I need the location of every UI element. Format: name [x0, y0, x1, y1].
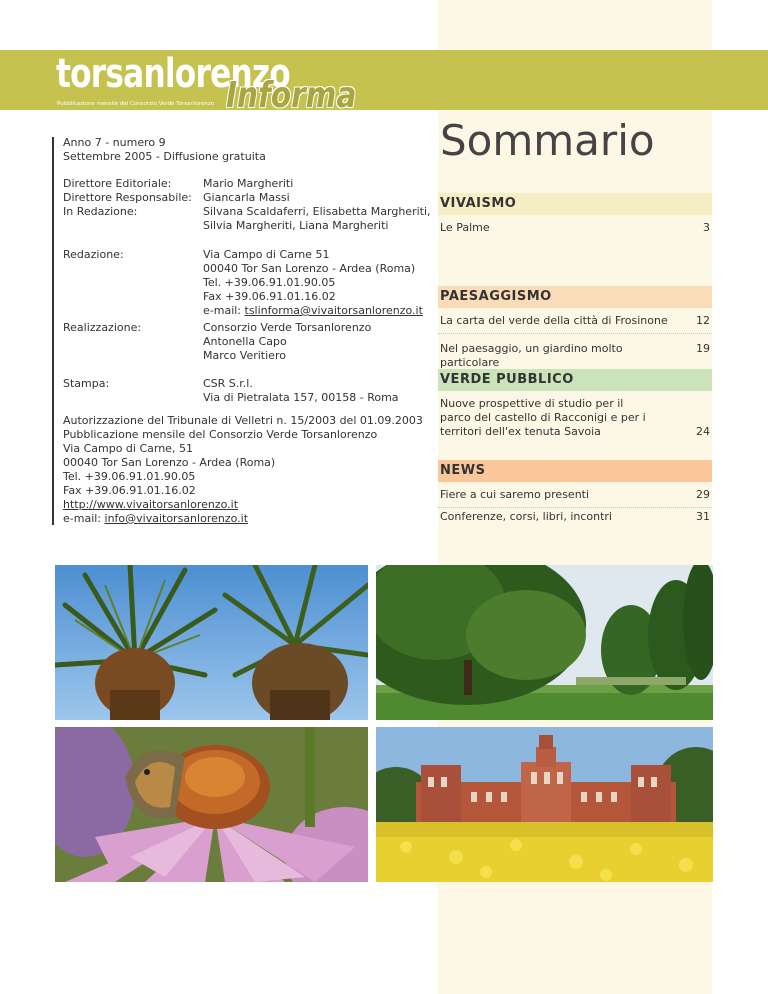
legal-email-link[interactable]: info@vivaitorsanlorenzo.it: [104, 512, 249, 525]
butterfly-echinacea-photo: [55, 727, 368, 882]
legal-line: 00040 Tor San Lorenzo - Ardea (Roma): [63, 456, 276, 469]
masthead-brand: torsanlorenzo: [56, 51, 290, 97]
staff-label: Direttore Editoriale:: [63, 177, 172, 190]
redazione-line: Via Campo di Carne 51: [203, 248, 330, 261]
info-rule: [52, 137, 54, 525]
toc-entry[interactable]: [440, 314, 710, 328]
toc-entry-page: 3: [703, 221, 710, 234]
email-prefix: e-mail:: [63, 512, 105, 525]
email-prefix: e-mail:: [203, 304, 245, 317]
staff-value: Silvia Margheriti, Liana Margheriti: [203, 219, 389, 232]
website-link[interactable]: http://www.vivaitorsanlorenzo.it: [63, 498, 239, 511]
realizzazione-line: Antonella Capo: [203, 335, 287, 348]
legal-line: Via Campo di Carne, 51: [63, 442, 193, 455]
redazione-line: 00040 Tor San Lorenzo - Ardea (Roma): [203, 262, 416, 275]
toc-entry-page: 29: [696, 488, 710, 501]
stampa-line: Via di Pietralata 157, 00158 - Roma: [203, 391, 399, 404]
issue-number: Anno 7 - numero 9: [63, 136, 166, 149]
redazione-email-row: [203, 304, 423, 318]
masthead-tagline: Pubblicazione mensile del Consorzio Verde Torsanlorenzo: [57, 101, 215, 107]
toc-entry-page: 19: [696, 342, 710, 355]
toc-entry[interactable]: [440, 342, 710, 369]
toc-entry[interactable]: [440, 397, 710, 439]
palm-trees-photo: [55, 565, 368, 720]
stampa-line: CSR S.r.l.: [203, 377, 253, 390]
toc-entry[interactable]: [440, 510, 710, 524]
staff-value: Giancarla Massi: [203, 191, 290, 204]
redazione-label: Redazione:: [63, 248, 124, 261]
legal-email-row: [63, 512, 248, 526]
redazione-line: Tel. +39.06.91.01.90.05: [203, 276, 336, 289]
racconigi-castle-photo: [376, 727, 713, 882]
legal-line: Fax +39.06.91.01.16.02: [63, 484, 196, 497]
redazione-email-link[interactable]: tslinforma@vivaitorsanlorenzo.it: [244, 304, 423, 317]
toc-entry-page: 24: [696, 425, 710, 438]
legal-line: Pubblicazione mensile del Consorzio Verde Torsanlorenzo: [63, 428, 378, 441]
toc-entry[interactable]: [440, 221, 710, 235]
toc-section-vivaismo: VIVAISMO: [438, 193, 712, 215]
toc-entry-page: 12: [696, 314, 710, 327]
toc-entry-page: 31: [696, 510, 710, 523]
staff-value: Silvana Scaldaferri, Elisabetta Margheriti,: [203, 205, 431, 218]
toc-title: Sommario: [440, 116, 655, 165]
staff-value: Mario Margheriti: [203, 177, 294, 190]
legal-line: Autorizzazione del Tribunale di Velletri n. 15/2003 del 01.09.2003: [63, 414, 423, 427]
toc-entry-title: Conferenze, corsi, libri, incontri: [440, 510, 612, 523]
toc-divider: [438, 507, 712, 508]
park-trees-photo: [376, 565, 713, 720]
toc-section-news: NEWS: [438, 460, 712, 482]
toc-entry-title: Le Palme: [440, 221, 490, 234]
toc-entry-title: Nuove prospettive di studio per il parco del castello di Racconigi e per i territori dell'ex tenuta Savoia: [440, 397, 646, 438]
staff-label: In Redazione:: [63, 205, 138, 218]
toc-entry-title: Nel paesaggio, un giardino molto particolare: [440, 342, 623, 369]
stampa-label: Stampa:: [63, 377, 110, 390]
toc-entry[interactable]: [440, 488, 710, 502]
toc-entry-title: La carta del verde della città di Frosinone: [440, 314, 668, 327]
toc-divider: [438, 333, 712, 334]
toc-entry-title: Fiere a cui saremo presenti: [440, 488, 590, 501]
staff-label: Direttore Responsabile:: [63, 191, 192, 204]
legal-line: Tel. +39.06.91.01.90.05: [63, 470, 196, 483]
issue-date: Settembre 2005 - Diffusione gratuita: [63, 150, 266, 163]
toc-section-paesaggismo: PAESAGGISMO: [438, 286, 712, 308]
toc-section-verde-pubblico: VERDE PUBBLICO: [438, 369, 712, 391]
realizzazione-line: Consorzio Verde Torsanlorenzo: [203, 321, 372, 334]
realizzazione-label: Realizzazione:: [63, 321, 142, 334]
masthead-brand-suffix: Informa: [226, 75, 357, 116]
redazione-line: Fax +39.06.91.01.16.02: [203, 290, 336, 303]
realizzazione-line: Marco Veritiero: [203, 349, 286, 362]
